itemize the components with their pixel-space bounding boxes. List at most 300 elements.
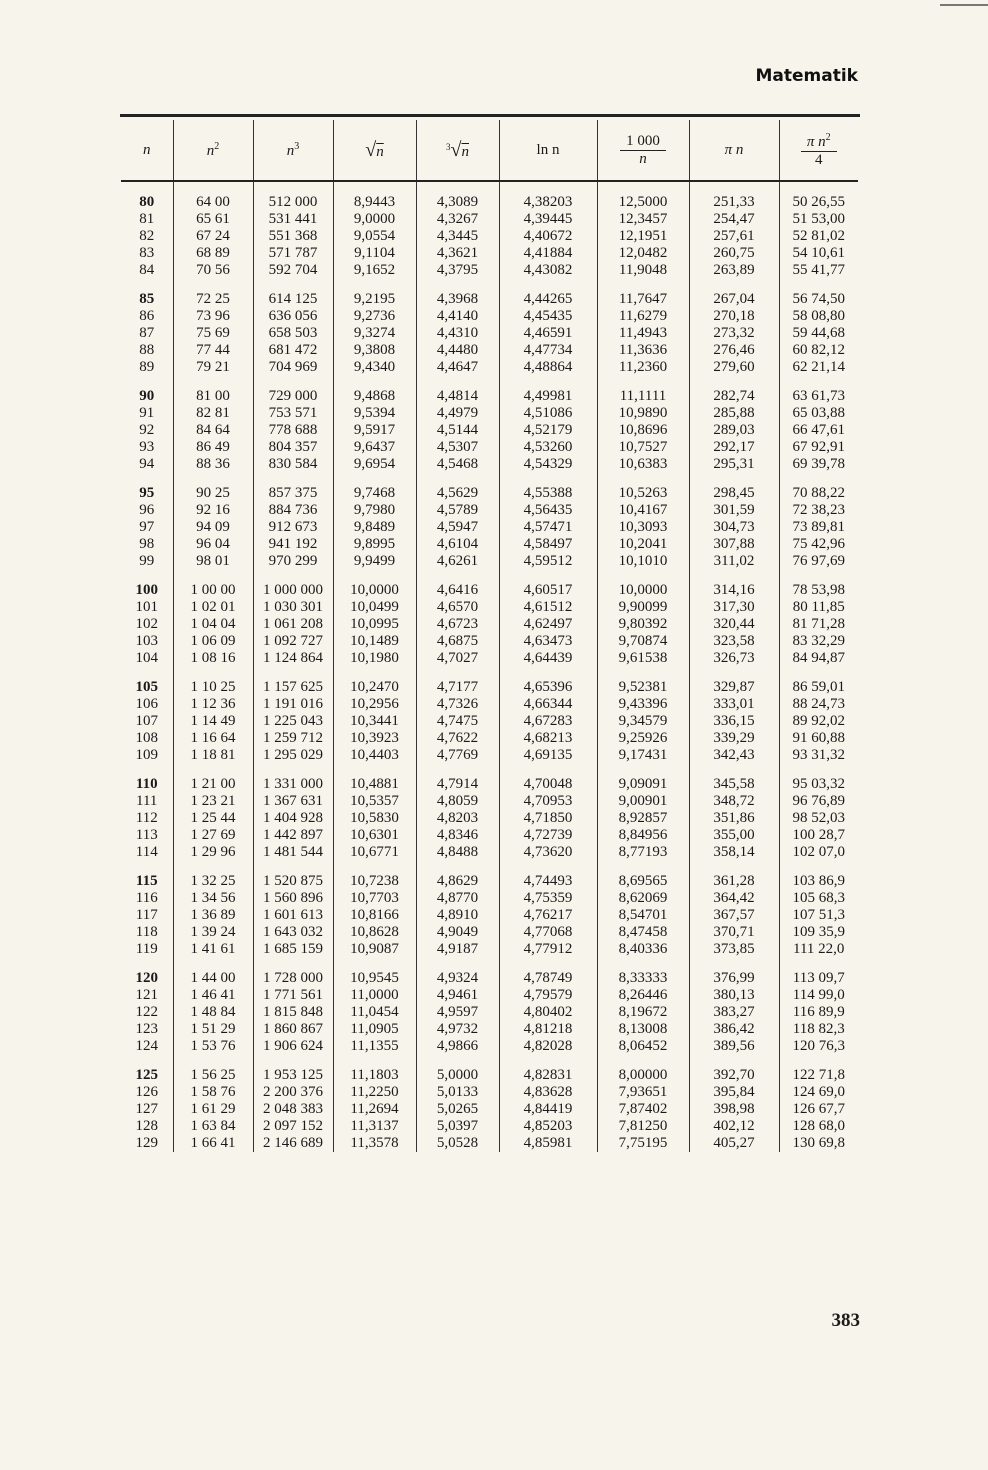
table-cell: 292,17 <box>689 439 779 456</box>
table-cell: 1 560 896 <box>253 890 333 907</box>
spacer-cell <box>173 279 253 291</box>
table-cell: 9,3808 <box>333 342 416 359</box>
spacer-cell <box>416 279 499 291</box>
table-cell: 307,88 <box>689 536 779 553</box>
spacer-cell <box>173 667 253 679</box>
table-cell: 94 <box>121 456 173 473</box>
table-cell: 116 89,9 <box>792 1004 845 1020</box>
table-cell: 111 22,0 <box>793 941 845 957</box>
table-cell: 102 <box>121 616 173 633</box>
table-cell: 1 23 21 <box>173 793 253 810</box>
table-cell: 10,4403 <box>333 747 416 764</box>
spacer-cell <box>499 376 597 388</box>
spacer-cell <box>779 1055 858 1067</box>
spacer-cell <box>597 376 689 388</box>
table-cell: 89 92,02 <box>792 713 845 729</box>
table-cell: 98 <box>121 536 173 553</box>
table-body <box>121 181 858 1152</box>
table-cell: 681 472 <box>253 342 333 359</box>
table-cell: 81 <box>121 211 173 228</box>
table-cell: 9,3274 <box>333 325 416 342</box>
table-cell: 10,4167 <box>597 502 689 519</box>
table-cell: 5,0528 <box>416 1135 499 1152</box>
table-cell: 73 89,81 <box>792 519 845 535</box>
table-cell: 10,0000 <box>597 582 689 599</box>
table-cell: 84 94,87 <box>792 650 845 666</box>
table-cell: 11,6279 <box>597 308 689 325</box>
table-cell: 103 <box>121 633 173 650</box>
table-cell: 4,9187 <box>416 941 499 958</box>
table-cell: 108 <box>121 730 173 747</box>
table-cell: 4,7027 <box>416 650 499 667</box>
table-cell: 92 16 <box>173 502 253 519</box>
table-cell: 8,54701 <box>597 907 689 924</box>
table-cell: 81 00 <box>173 388 253 405</box>
table-cell: 4,4647 <box>416 359 499 376</box>
table-cell: 11,3578 <box>333 1135 416 1152</box>
table-row <box>121 844 858 861</box>
table-cell: 4,77068 <box>499 924 597 941</box>
table-cell: 10,0499 <box>333 599 416 616</box>
table-cell: 8,92857 <box>597 810 689 827</box>
spacer-cell <box>499 473 597 485</box>
table-cell: 110 <box>121 776 173 793</box>
table-cell: 58 08,80 <box>792 308 845 324</box>
table-cell: 9,6437 <box>333 439 416 456</box>
table-row <box>121 776 858 793</box>
table-row <box>121 485 858 502</box>
table-row <box>121 1067 858 1084</box>
table-cell: 4,71850 <box>499 810 597 827</box>
table-cell: 5,0397 <box>416 1118 499 1135</box>
table-cell: 91 <box>121 405 173 422</box>
table-cell: 10,7238 <box>333 873 416 890</box>
table-cell: 4,9597 <box>416 1004 499 1021</box>
table-cell: 320,44 <box>689 616 779 633</box>
spacer-cell <box>779 958 858 970</box>
table-cell: 4,48864 <box>499 359 597 376</box>
table-cell: 4,4310 <box>416 325 499 342</box>
table-row <box>121 245 858 262</box>
spacer-cell <box>597 473 689 485</box>
table-cell: 4,49981 <box>499 388 597 405</box>
table-cell: 9,09091 <box>597 776 689 793</box>
table-cell: 124 <box>121 1038 173 1055</box>
table-cell: 263,89 <box>689 262 779 279</box>
spacer-cell <box>253 667 333 679</box>
table-row <box>121 633 858 650</box>
table-cell: 1 21 00 <box>173 776 253 793</box>
table-cell: 778 688 <box>253 422 333 439</box>
table-cell: 282,74 <box>689 388 779 405</box>
table-cell: 1 58 76 <box>173 1084 253 1101</box>
table-cell: 75 42,96 <box>792 536 845 552</box>
table-cell: 4,85981 <box>499 1135 597 1152</box>
table-cell: 12,3457 <box>597 211 689 228</box>
table-row <box>121 1038 858 1055</box>
spacer-cell <box>416 764 499 776</box>
table-cell: 67 92,91 <box>792 439 845 455</box>
table-cell: 4,83628 <box>499 1084 597 1101</box>
group-spacer <box>121 473 858 485</box>
table-cell: 107 <box>121 713 173 730</box>
table-cell: 4,78749 <box>499 970 597 987</box>
spacer-cell <box>333 279 416 291</box>
table-cell: 1 32 25 <box>173 873 253 890</box>
table-cell: 70 56 <box>173 262 253 279</box>
table-cell: 1 771 561 <box>253 987 333 1004</box>
table-cell: 311,02 <box>689 553 779 570</box>
spacer-cell <box>779 861 858 873</box>
table-cell: 9,00901 <box>597 793 689 810</box>
table-cell: 512 000 <box>253 194 333 211</box>
table-cell: 94 09 <box>173 519 253 536</box>
table-cell: 101 <box>121 599 173 616</box>
table-cell: 8,9443 <box>333 194 416 211</box>
table-cell: 339,29 <box>689 730 779 747</box>
table-cell: 551 368 <box>253 228 333 245</box>
table-cell: 4,52179 <box>499 422 597 439</box>
table-cell: 10,2041 <box>597 536 689 553</box>
spacer-cell <box>253 764 333 776</box>
spacer-cell <box>499 861 597 873</box>
table-cell: 10,1010 <box>597 553 689 570</box>
table-cell: 10,6383 <box>597 456 689 473</box>
table-cell: 4,8910 <box>416 907 499 924</box>
table-cell: 90 25 <box>173 485 253 502</box>
table-cell: 1 520 875 <box>253 873 333 890</box>
table-cell: 4,5789 <box>416 502 499 519</box>
spacer-cell <box>253 473 333 485</box>
table-cell: 10,2956 <box>333 696 416 713</box>
table-cell: 82 81 <box>173 405 253 422</box>
table-cell: 10,4881 <box>333 776 416 793</box>
table-row <box>121 713 858 730</box>
table-cell: 367,57 <box>689 907 779 924</box>
table-cell: 4,76217 <box>499 907 597 924</box>
table-cell: 270,18 <box>689 308 779 325</box>
spacer-cell <box>253 1055 333 1067</box>
table-cell: 86 <box>121 308 173 325</box>
table-cell: 103 86,9 <box>792 873 845 889</box>
table-cell: 351,86 <box>689 810 779 827</box>
table-cell: 1 000 000 <box>253 582 333 599</box>
table-row <box>121 1135 858 1152</box>
table-cell: 4,58497 <box>499 536 597 553</box>
table-cell: 345,58 <box>689 776 779 793</box>
table-cell: 4,66344 <box>499 696 597 713</box>
table-cell: 4,4140 <box>416 308 499 325</box>
table-cell: 119 <box>121 941 173 958</box>
table-cell: 1 601 613 <box>253 907 333 924</box>
table-cell: 1 56 25 <box>173 1067 253 1084</box>
table-cell: 9,7980 <box>333 502 416 519</box>
table-cell: 54 10,61 <box>792 245 845 261</box>
table-cell: 4,62497 <box>499 616 597 633</box>
table-cell: 658 503 <box>253 325 333 342</box>
table-cell: 348,72 <box>689 793 779 810</box>
table-cell: 111 <box>121 793 173 810</box>
top-edge-line <box>940 4 988 6</box>
table-cell: 8,69565 <box>597 873 689 890</box>
table-cell: 1 10 25 <box>173 679 253 696</box>
table-cell: 4,70953 <box>499 793 597 810</box>
table-cell: 102 07,0 <box>792 844 845 860</box>
table-cell: 126 67,7 <box>792 1101 845 1117</box>
table-cell: 1 061 208 <box>253 616 333 633</box>
table-cell: 370,71 <box>689 924 779 941</box>
table-row <box>121 599 858 616</box>
spacer-cell <box>173 861 253 873</box>
table-cell: 1 728 000 <box>253 970 333 987</box>
table-cell: 941 192 <box>253 536 333 553</box>
table-cell: 4,8203 <box>416 810 499 827</box>
table-cell: 364,42 <box>689 890 779 907</box>
spacer-cell <box>253 958 333 970</box>
table-cell: 267,04 <box>689 291 779 308</box>
table-cell: 10,7527 <box>597 439 689 456</box>
table-cell: 4,8488 <box>416 844 499 861</box>
table-cell: 373,85 <box>689 941 779 958</box>
table-cell: 120 76,3 <box>792 1038 845 1054</box>
table-cell: 10,1980 <box>333 650 416 667</box>
table-cell: 10,9890 <box>597 405 689 422</box>
table-cell: 333,01 <box>689 696 779 713</box>
table-cell: 11,0454 <box>333 1004 416 1021</box>
table-row <box>121 582 858 599</box>
table-cell: 1 124 864 <box>253 650 333 667</box>
table-cell: 8,40336 <box>597 941 689 958</box>
table-cell: 112 <box>121 810 173 827</box>
table-cell: 4,61512 <box>499 599 597 616</box>
table-cell: 4,55388 <box>499 485 597 502</box>
table-cell: 121 <box>121 987 173 1004</box>
spacer-cell <box>333 667 416 679</box>
table-cell: 4,77912 <box>499 941 597 958</box>
table-cell: 107 51,3 <box>792 907 845 923</box>
table-cell: 96 76,89 <box>792 793 845 809</box>
table-cell: 128 68,0 <box>792 1118 845 1134</box>
table-cell: 10,9545 <box>333 970 416 987</box>
spacer-cell <box>333 181 416 194</box>
table-row <box>121 1118 858 1135</box>
table-cell: 405,27 <box>689 1135 779 1152</box>
table-cell: 118 <box>121 924 173 941</box>
table-cell: 389,56 <box>689 1038 779 1055</box>
table-cell: 9,25926 <box>597 730 689 747</box>
table-cell: 10,7703 <box>333 890 416 907</box>
table-cell: 10,8166 <box>333 907 416 924</box>
table-row <box>121 730 858 747</box>
group-spacer <box>121 764 858 776</box>
table-cell: 91 60,88 <box>792 730 845 746</box>
table-row <box>121 747 858 764</box>
table-cell: 7,93651 <box>597 1084 689 1101</box>
math-table <box>121 120 858 1152</box>
spacer-cell <box>416 958 499 970</box>
table-cell: 66 47,61 <box>792 422 845 438</box>
table-cell: 1 860 867 <box>253 1021 333 1038</box>
table-cell: 1 61 29 <box>173 1101 253 1118</box>
table-cell: 79 21 <box>173 359 253 376</box>
table-cell: 8,47458 <box>597 924 689 941</box>
table-cell: 56 74,50 <box>792 291 845 307</box>
table-cell: 1 34 56 <box>173 890 253 907</box>
table-cell: 1 815 848 <box>253 1004 333 1021</box>
table-cell: 636 056 <box>253 308 333 325</box>
table-cell: 113 09,7 <box>792 970 845 986</box>
table-row <box>121 194 858 211</box>
spacer-cell <box>173 1055 253 1067</box>
table-cell: 729 000 <box>253 388 333 405</box>
table-cell: 9,8995 <box>333 536 416 553</box>
table-row <box>121 359 858 376</box>
table-cell: 804 357 <box>253 439 333 456</box>
spacer-cell <box>121 861 173 873</box>
table-cell: 276,46 <box>689 342 779 359</box>
table-cell: 1 08 16 <box>173 650 253 667</box>
table-row <box>121 696 858 713</box>
spacer-cell <box>333 764 416 776</box>
table-cell: 2 097 152 <box>253 1118 333 1135</box>
table-cell: 126 <box>121 1084 173 1101</box>
spacer-cell <box>597 1055 689 1067</box>
spacer-cell <box>499 958 597 970</box>
col-header-cbrt: $^3$√n <box>416 120 499 181</box>
spacer-cell <box>333 1055 416 1067</box>
table-cell: 9,17431 <box>597 747 689 764</box>
spacer-cell <box>121 958 173 970</box>
table-cell: 10,5263 <box>597 485 689 502</box>
table-cell: 10,6301 <box>333 827 416 844</box>
table-cell: 295,31 <box>689 456 779 473</box>
table-cell: 4,64439 <box>499 650 597 667</box>
table-cell: 4,3089 <box>416 194 499 211</box>
table-cell: 62 21,14 <box>792 359 845 375</box>
table-cell: 11,1803 <box>333 1067 416 1084</box>
table-cell: 383,27 <box>689 1004 779 1021</box>
table-cell: 4,82831 <box>499 1067 597 1084</box>
spacer-cell <box>173 181 253 194</box>
table-header-row <box>121 120 858 181</box>
table-cell: 59 44,68 <box>792 325 845 341</box>
table-cell: 531 441 <box>253 211 333 228</box>
table-cell: 376,99 <box>689 970 779 987</box>
table-cell: 4,9866 <box>416 1038 499 1055</box>
table-cell: 5,0133 <box>416 1084 499 1101</box>
table-cell: 11,0905 <box>333 1021 416 1038</box>
table-row <box>121 1101 858 1118</box>
table-cell: 96 <box>121 502 173 519</box>
table-cell: 10,5830 <box>333 810 416 827</box>
table-cell: 105 <box>121 679 173 696</box>
table-cell: 1 331 000 <box>253 776 333 793</box>
table-cell: 398,98 <box>689 1101 779 1118</box>
table-row <box>121 907 858 924</box>
table-cell: 93 <box>121 439 173 456</box>
table-cell: 84 64 <box>173 422 253 439</box>
spacer-cell <box>416 376 499 388</box>
table-cell: 8,33333 <box>597 970 689 987</box>
table-cell: 11,2250 <box>333 1084 416 1101</box>
table-cell: 4,69135 <box>499 747 597 764</box>
spacer-cell <box>416 667 499 679</box>
table-cell: 317,30 <box>689 599 779 616</box>
table-cell: 12,0482 <box>597 245 689 262</box>
table-cell: 10,3923 <box>333 730 416 747</box>
table-cell: 114 <box>121 844 173 861</box>
spacer-cell <box>779 764 858 776</box>
table-cell: 10,8628 <box>333 924 416 941</box>
table-cell: 84 <box>121 262 173 279</box>
col-header-n: n <box>121 120 173 181</box>
col-header-pi-n: π n <box>689 120 779 181</box>
table-cell: 392,70 <box>689 1067 779 1084</box>
table-cell: 10,8696 <box>597 422 689 439</box>
table-cell: 88 <box>121 342 173 359</box>
table-cell: 109 35,9 <box>792 924 845 940</box>
table-row <box>121 502 858 519</box>
table-row <box>121 793 858 810</box>
table-cell: 4,38203 <box>499 194 597 211</box>
table-cell: 380,13 <box>689 987 779 1004</box>
table-cell: 11,2694 <box>333 1101 416 1118</box>
table-cell: 4,67283 <box>499 713 597 730</box>
spacer-cell <box>597 181 689 194</box>
table-cell: 8,26446 <box>597 987 689 1004</box>
spacer-cell <box>173 764 253 776</box>
table-cell: 4,9324 <box>416 970 499 987</box>
table-cell: 4,3795 <box>416 262 499 279</box>
table-cell: 4,46591 <box>499 325 597 342</box>
spacer-cell <box>499 279 597 291</box>
table-cell: 4,6261 <box>416 553 499 570</box>
table-cell: 11,4943 <box>597 325 689 342</box>
table-cell: 55 41,77 <box>792 262 845 278</box>
group-spacer <box>121 376 858 388</box>
table-cell: 285,88 <box>689 405 779 422</box>
table-cell: 11,7647 <box>597 291 689 308</box>
table-cell: 9,2195 <box>333 291 416 308</box>
spacer-cell <box>173 570 253 582</box>
table-cell: 9,61538 <box>597 650 689 667</box>
table-cell: 9,90099 <box>597 599 689 616</box>
table-cell: 9,8489 <box>333 519 416 536</box>
spacer-cell <box>121 376 173 388</box>
spacer-cell <box>253 570 333 582</box>
table-cell: 105 68,3 <box>792 890 845 906</box>
table-cell: 4,4814 <box>416 388 499 405</box>
spacer-cell <box>779 570 858 582</box>
table-row <box>121 405 858 422</box>
table-cell: 128 <box>121 1118 173 1135</box>
group-spacer <box>121 958 858 970</box>
spacer-cell <box>779 376 858 388</box>
table-cell: 4,3968 <box>416 291 499 308</box>
group-spacer <box>121 279 858 291</box>
table-cell: 77 44 <box>173 342 253 359</box>
table-row <box>121 536 858 553</box>
table-cell: 122 <box>121 1004 173 1021</box>
table-cell: 4,65396 <box>499 679 597 696</box>
group-spacer <box>121 1055 858 1067</box>
table-cell: 11,0000 <box>333 987 416 1004</box>
table-cell: 125 <box>121 1067 173 1084</box>
spacer-cell <box>416 861 499 873</box>
table-cell: 95 <box>121 485 173 502</box>
table-cell: 273,32 <box>689 325 779 342</box>
table-cell: 4,53260 <box>499 439 597 456</box>
